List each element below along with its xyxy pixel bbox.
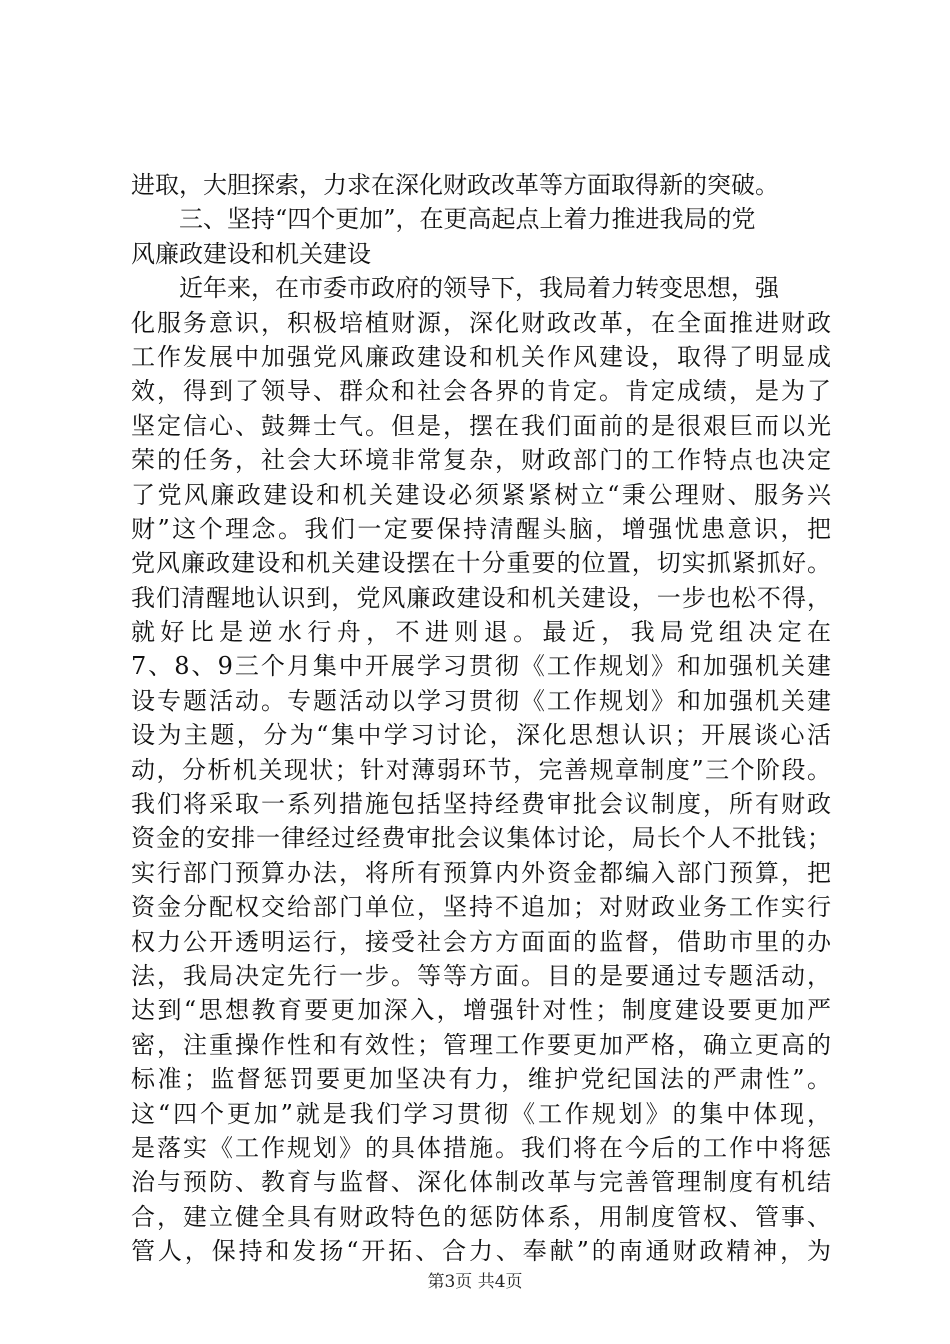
text-line: 化服务意识，积极培植财源，深化财政改革，在全面推进财政 bbox=[131, 308, 831, 337]
text-line: 设专题活动。专题活动以学习贯彻《工作规划》和加强机关建 bbox=[131, 686, 831, 715]
text-line: 效，得到了领导、群众和社会各界的肯定。肯定成绩，是为了 bbox=[131, 377, 831, 406]
page-number-footer: 第3页 共4页 bbox=[427, 1272, 523, 1292]
text-line: 就好比是逆水行舟，不进则退。最近，我局党组决定在 bbox=[131, 618, 831, 647]
text-line: 合，建立健全具有财政特色的惩防体系，用制度管权、管事、 bbox=[131, 1202, 831, 1231]
text-line: 财”这个理念。我们一定要保持清醒头脑，增强忧患意识，把 bbox=[131, 514, 831, 543]
text-line: 法，我局决定先行一步。等等方面。目的是要通过专题活动， bbox=[131, 961, 831, 990]
text-line: 是落实《工作规划》的具体措施。我们将在今后的工作中将惩 bbox=[131, 1133, 831, 1162]
text-line: 管人，保持和发扬“开拓、合力、奉献”的南通财政精神，为 bbox=[131, 1237, 831, 1266]
document-body bbox=[131, 168, 831, 1269]
text-line: 达到“思想教育要更加深入，增强针对性；制度建设要更加严 bbox=[131, 996, 831, 1025]
text-line: 动，分析机关现状；针对薄弱环节，完善规章制度”三个阶段。 bbox=[131, 755, 831, 784]
text-line: 密，注重操作性和有效性；管理工作要更加严格，确立更高的 bbox=[131, 1030, 831, 1059]
section-heading-line: 三、坚持“四个更加”，在更高起点上着力推进我局的党 bbox=[179, 205, 756, 234]
text-line: 进取，大胆探索，力求在深化财政改革等方面取得新的突破。 bbox=[131, 171, 779, 199]
text-line: 权力公开透明运行，接受社会方方面面的监督，借助市里的办 bbox=[131, 927, 831, 956]
text-line: 治与预防、教育与监督、深化体制改革与完善管理制度有机结 bbox=[131, 1168, 831, 1197]
text-line: 这“四个更加”就是我们学习贯彻《工作规划》的集中体现， bbox=[131, 1099, 831, 1128]
text-line: 了党风廉政建设和机关建设必须紧紧树立“秉公理财、服务兴 bbox=[131, 480, 831, 509]
text-line: 实行部门预算办法，将所有预算内外资金都编入部门预算，把 bbox=[131, 858, 831, 887]
section-heading-line: 风廉政建设和机关建设 bbox=[131, 239, 371, 268]
text-line: 党风廉政建设和机关建设摆在十分重要的位置，切实抓紧抓好。 bbox=[131, 549, 831, 578]
text-line: 资金分配权交给部门单位，坚持不追加；对财政业务工作实行 bbox=[131, 893, 831, 922]
text-line: 我们清醒地认识到，党风廉政建设和机关建设，一步也松不得， bbox=[131, 583, 831, 612]
text-line: 近年来，在市委市政府的领导下，我局着力转变思想，强 bbox=[179, 274, 779, 303]
text-line: 荣的任务，社会大环境非常复杂，财政部门的工作特点也决定 bbox=[131, 446, 831, 475]
text-line: 设为主题，分为“集中学习讨论，深化思想认识；开展谈心活 bbox=[131, 721, 831, 750]
text-line: 我们将采取一系列措施包括坚持经费审批会议制度，所有财政 bbox=[131, 790, 831, 819]
text-line: 7、8、9三个月集中开展学习贯彻《工作规划》和加强机关建 bbox=[131, 652, 831, 681]
text-line: 资金的安排一律经过经费审批会议集体讨论，局长个人不批钱； bbox=[131, 824, 831, 853]
text-line: 标准；监督惩罚要更加坚决有力，维护党纪国法的严肃性”。 bbox=[131, 1065, 831, 1094]
text-line: 坚定信心、鼓舞士气。但是，摆在我们面前的是很艰巨而以光 bbox=[131, 411, 831, 440]
text-line: 工作发展中加强党风廉政建设和机关作风建设，取得了明显成 bbox=[131, 342, 831, 371]
